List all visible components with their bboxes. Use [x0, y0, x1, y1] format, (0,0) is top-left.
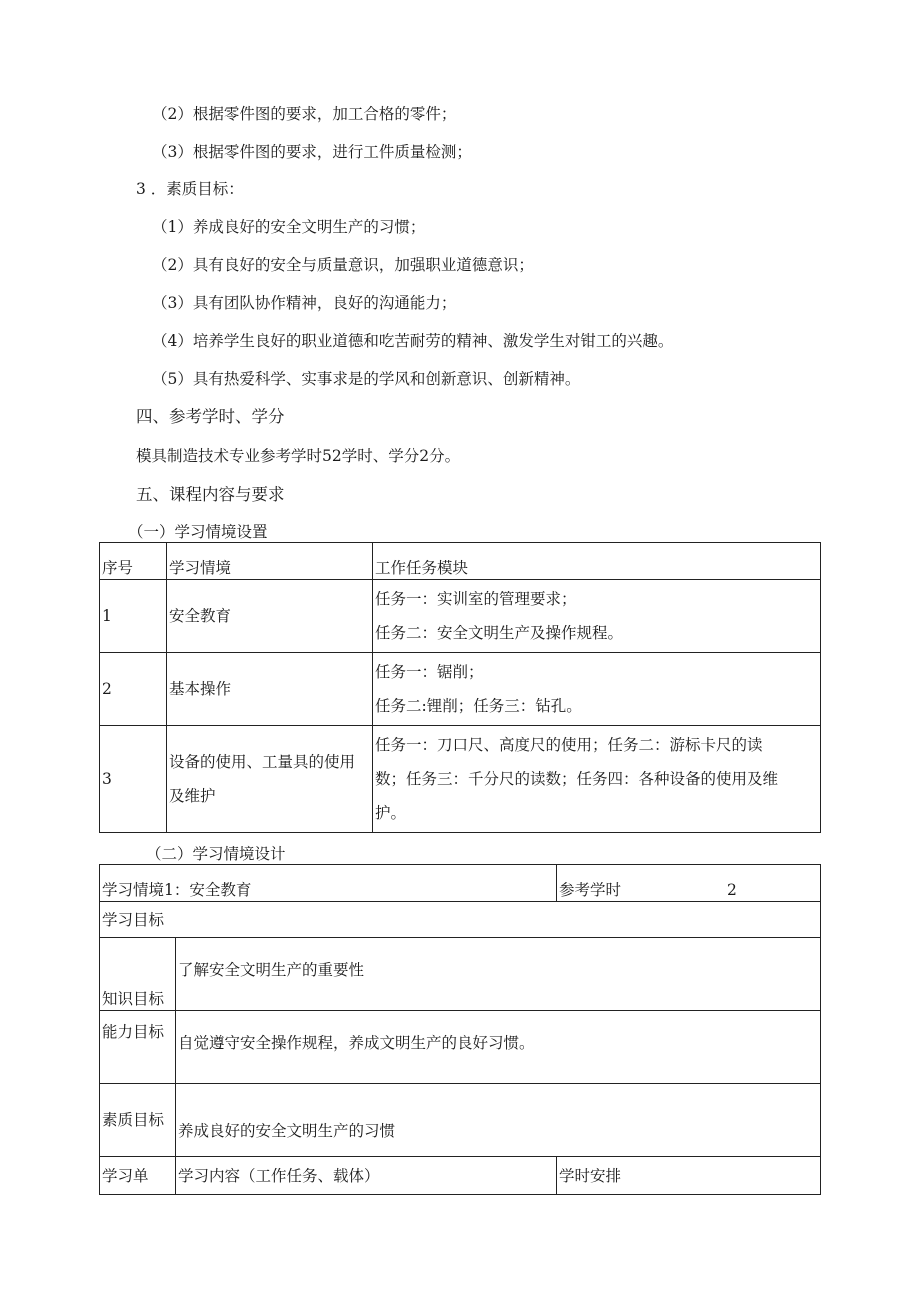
row-number: 1: [100, 580, 167, 653]
situation-design-table: [99, 864, 821, 1195]
row-tasks: [373, 580, 821, 653]
quality-line-5: （5）具有热爱科学、实事求是的学风和创新意识、创新精神。: [152, 370, 581, 388]
hours-label: 参考学时: [559, 881, 622, 899]
row-number: 2: [100, 653, 167, 726]
header-situation: 学习情境: [167, 543, 373, 580]
goal-line-3: （3）根据零件图的要求，进行工件质量检测；: [152, 143, 472, 161]
task-line: 护。: [375, 804, 407, 822]
subsection-1-heading: （一）学习情境设置: [128, 523, 268, 541]
schedule-label: 学时安排: [557, 1157, 821, 1195]
row-situation: 基本操作: [167, 653, 373, 726]
table-row: [100, 580, 821, 653]
hours-cell: [557, 865, 821, 902]
section-5-heading: 五、课程内容与要求: [136, 485, 285, 504]
table-row: [100, 653, 821, 726]
task-line: 任务一：锯削；: [375, 663, 484, 681]
knowledge-label: 知识目标: [100, 938, 176, 1011]
knowledge-row: [100, 938, 821, 1011]
ability-text: 自觉遵守安全操作规程，养成文明生产的良好习惯。: [176, 1011, 821, 1084]
quality-line-3: （3）具有团队协作精神，良好的沟通能力；: [152, 294, 457, 312]
situation-setup-table: [99, 542, 821, 833]
section-4-heading: 四、参考学时、学分: [136, 407, 285, 426]
task-line: 数；任务三：千分尺的读数；任务四：各种设备的使用及维: [375, 770, 779, 788]
row-number: 3: [100, 726, 167, 833]
ability-label: 能力目标: [100, 1011, 176, 1084]
situation-line: 及维护: [169, 787, 216, 805]
hours-value: 2: [727, 881, 737, 899]
sheet-label: 学习单: [100, 1157, 176, 1195]
situation-line: 设备的使用、工量具的使用: [169, 753, 356, 771]
quality-goal-heading: 3 ．素质目标：: [136, 180, 244, 198]
situation-title: 学习情境1：安全教育: [100, 865, 557, 902]
header-number: 序号: [100, 543, 167, 580]
task-line: 任务一：实训室的管理要求；: [375, 590, 577, 608]
goals-label: 学习目标: [100, 902, 821, 938]
quality-line-2: （2）具有良好的安全与质量意识，加强职业道德意识；: [152, 256, 534, 274]
table-header-row: [100, 543, 821, 580]
quality-text: 养成良好的安全文明生产的习惯: [176, 1084, 821, 1157]
ability-row: [100, 1011, 821, 1084]
task-line: 任务二：安全文明生产及操作规程。: [375, 624, 624, 642]
quality-row: [100, 1084, 821, 1157]
row-tasks: [373, 653, 821, 726]
quality-label: 素质目标: [100, 1084, 176, 1157]
quality-line-1: （1）养成良好的安全文明生产的习惯；: [152, 218, 426, 236]
row-tasks: [373, 726, 821, 833]
design-title-row: [100, 865, 821, 902]
task-line: 任务一：刀口尺、高度尺的使用；任务二：游标卡尺的读: [375, 736, 763, 754]
row-situation: 安全教育: [167, 580, 373, 653]
table-row: [100, 726, 821, 833]
goal-line-2: （2）根据零件图的要求，加工合格的零件；: [152, 105, 457, 123]
goals-row: [100, 902, 821, 938]
task-line: 任务二:锂削；任务三：钻孔。: [375, 697, 582, 715]
quality-line-4: （4）培养学生良好的职业道德和吃苦耐劳的精神、激发学生对钳工的兴趣。: [152, 332, 674, 350]
subsection-2-heading: （二）学习情境设计: [146, 845, 286, 863]
knowledge-text: 了解安全文明生产的重要性: [176, 938, 821, 1011]
section-4-text: 模具制造技术专业参考学时52学时、学分2分。: [136, 447, 461, 465]
content-label: 学习内容（工作任务、载体）: [176, 1157, 557, 1195]
sheet-row: [100, 1157, 821, 1195]
header-tasks: 工作任务模块: [373, 543, 821, 580]
row-situation: [167, 726, 373, 833]
